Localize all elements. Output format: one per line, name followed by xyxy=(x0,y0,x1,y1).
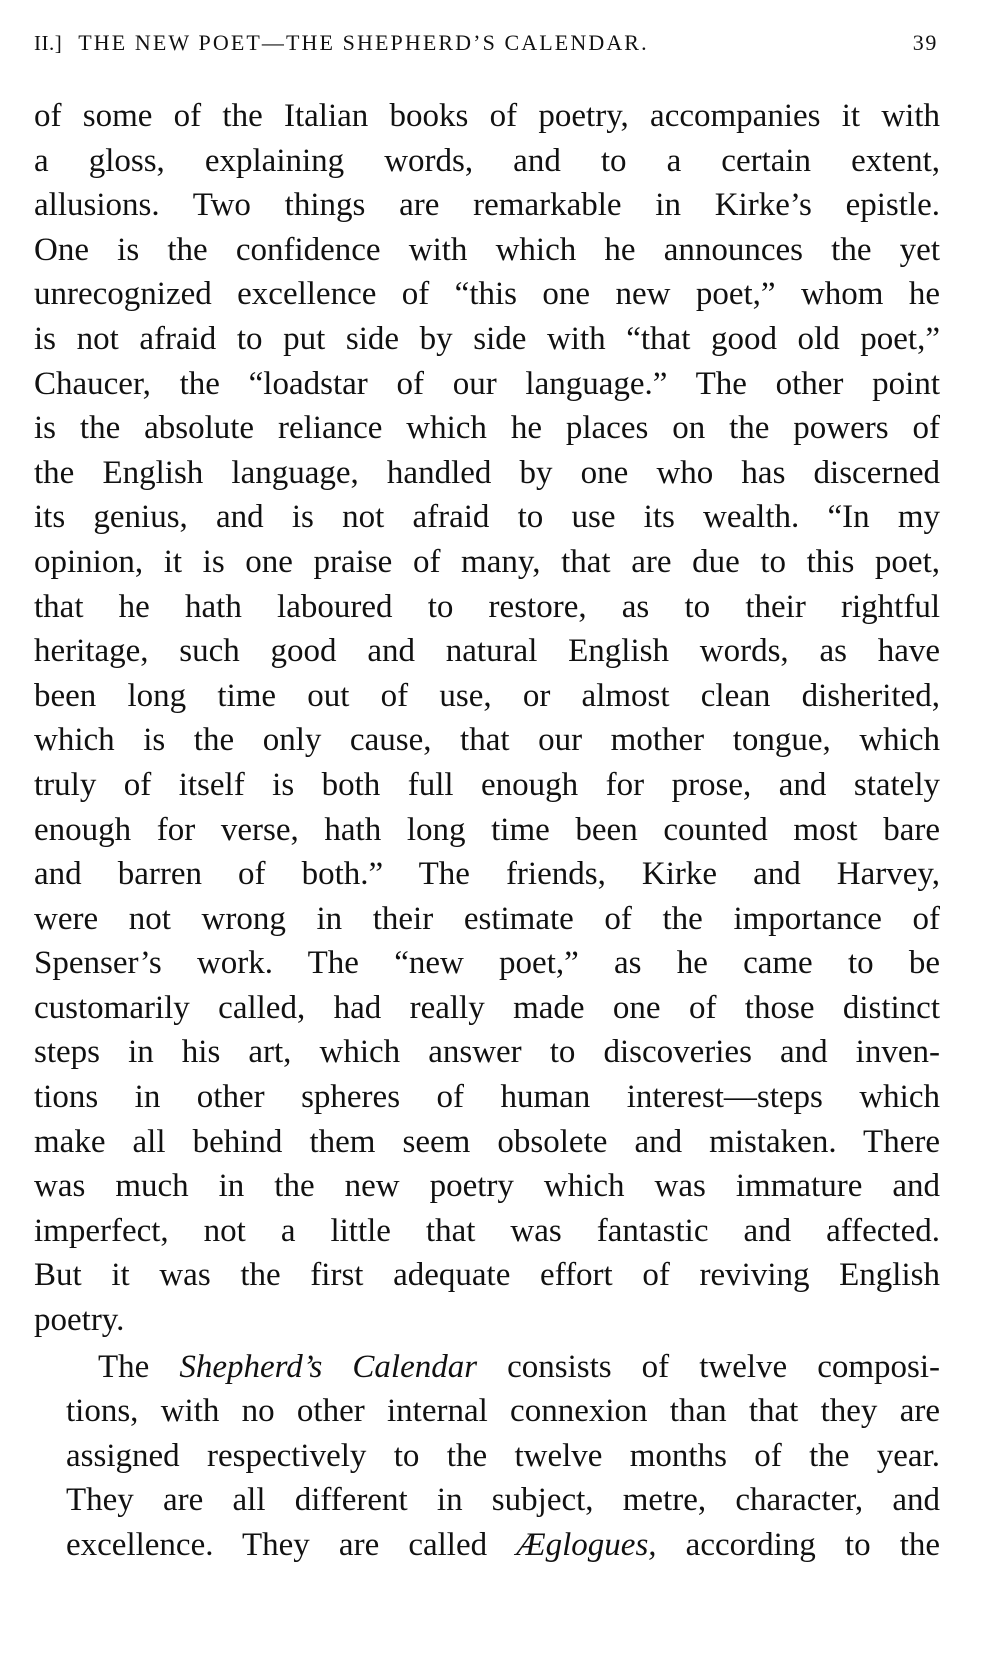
text-line xyxy=(34,1345,940,1390)
text-line: is the absolute reliance which he places on the powers of xyxy=(34,410,940,447)
paragraph-1 xyxy=(34,94,940,1343)
text-line: make all behind them seem obsolete and mistaken. There xyxy=(34,1123,940,1160)
text-line: the English language, handled by one who has discerned xyxy=(34,454,940,491)
italic-term: Æglogues, xyxy=(516,1527,657,1563)
text-run: according to the xyxy=(685,1527,940,1563)
text-line: assigned respectively to the twelve months of the year. xyxy=(66,1437,940,1474)
text-line: One is the confidence with which he announces the yet xyxy=(34,231,940,268)
text-run: The xyxy=(98,1348,150,1385)
text-line: unrecognized excellence of “this one new poet,” whom he xyxy=(34,276,940,313)
paragraph-2 xyxy=(34,1345,940,1568)
text-line: of some of the Italian books of poetry, accompanies it with xyxy=(34,98,940,134)
text-line: and barren of both.” The friends, Kirke and Harvey, xyxy=(34,856,940,893)
text-line: They are all different in subject, metre, character, and xyxy=(66,1482,940,1519)
text-line: which is the only cause, that our mother tongue, which xyxy=(34,722,940,759)
text-line: steps in his art, which answer to discoveries and inven- xyxy=(34,1034,940,1071)
text-line xyxy=(34,1523,940,1568)
text-line: tions in other spheres of human interest—steps which xyxy=(34,1079,940,1116)
text-run: excellence. They are called xyxy=(66,1527,488,1563)
text-line: opinion, it is one praise of many, that are due to this poet, xyxy=(34,543,940,580)
text-line: customarily called, had really made one of those distinct xyxy=(34,989,940,1026)
italic-title: Shepherd’s Calendar xyxy=(179,1348,478,1385)
page-number: 39 xyxy=(912,30,938,55)
text-line: poetry. xyxy=(34,1302,125,1339)
text-line: allusions. Two things are remarkable in Kirke’s epistle. xyxy=(34,187,940,224)
text-line: its genius, and is not afraid to use its wealth. “In my xyxy=(34,499,940,536)
text-line: is not afraid to put side by side with “that good old poet,” xyxy=(34,320,940,357)
text-line: tions, with no other internal connexion than that they are xyxy=(66,1393,940,1430)
running-title: THE NEW POET—THE SHEPHERD’S CALENDAR. xyxy=(78,30,649,55)
text-line: heritage, such good and natural English words, as have xyxy=(34,633,940,670)
book-page xyxy=(34,30,940,1568)
text-line: Chaucer, the “loadstar of our language.” The other point xyxy=(34,365,940,402)
text-line: were not wrong in their estimate of the importance of xyxy=(34,900,940,937)
running-header-left xyxy=(34,30,649,56)
text-line: was much in the new poetry which was immature and xyxy=(34,1168,940,1205)
text-line: that he hath laboured to restore, as to their rightful xyxy=(34,588,940,625)
chapter-number: II.] xyxy=(34,31,63,55)
text-line: But it was the first adequate effort of reviving English xyxy=(34,1257,940,1294)
text-run: consists of twelve composi- xyxy=(507,1348,940,1385)
text-line: a gloss, explaining words, and to a certain extent, xyxy=(34,142,940,179)
text-line: truly of itself is both full enough for prose, and stately xyxy=(34,766,940,803)
text-line: imperfect, not a little that was fantastic and affected. xyxy=(34,1212,940,1249)
running-header xyxy=(34,30,940,70)
text-line: enough for verse, hath long time been counted most bare xyxy=(34,811,940,848)
text-line: been long time out of use, or almost clean disherited, xyxy=(34,677,940,714)
text-line: Spenser’s work. The “new poet,” as he came to be xyxy=(34,945,940,982)
